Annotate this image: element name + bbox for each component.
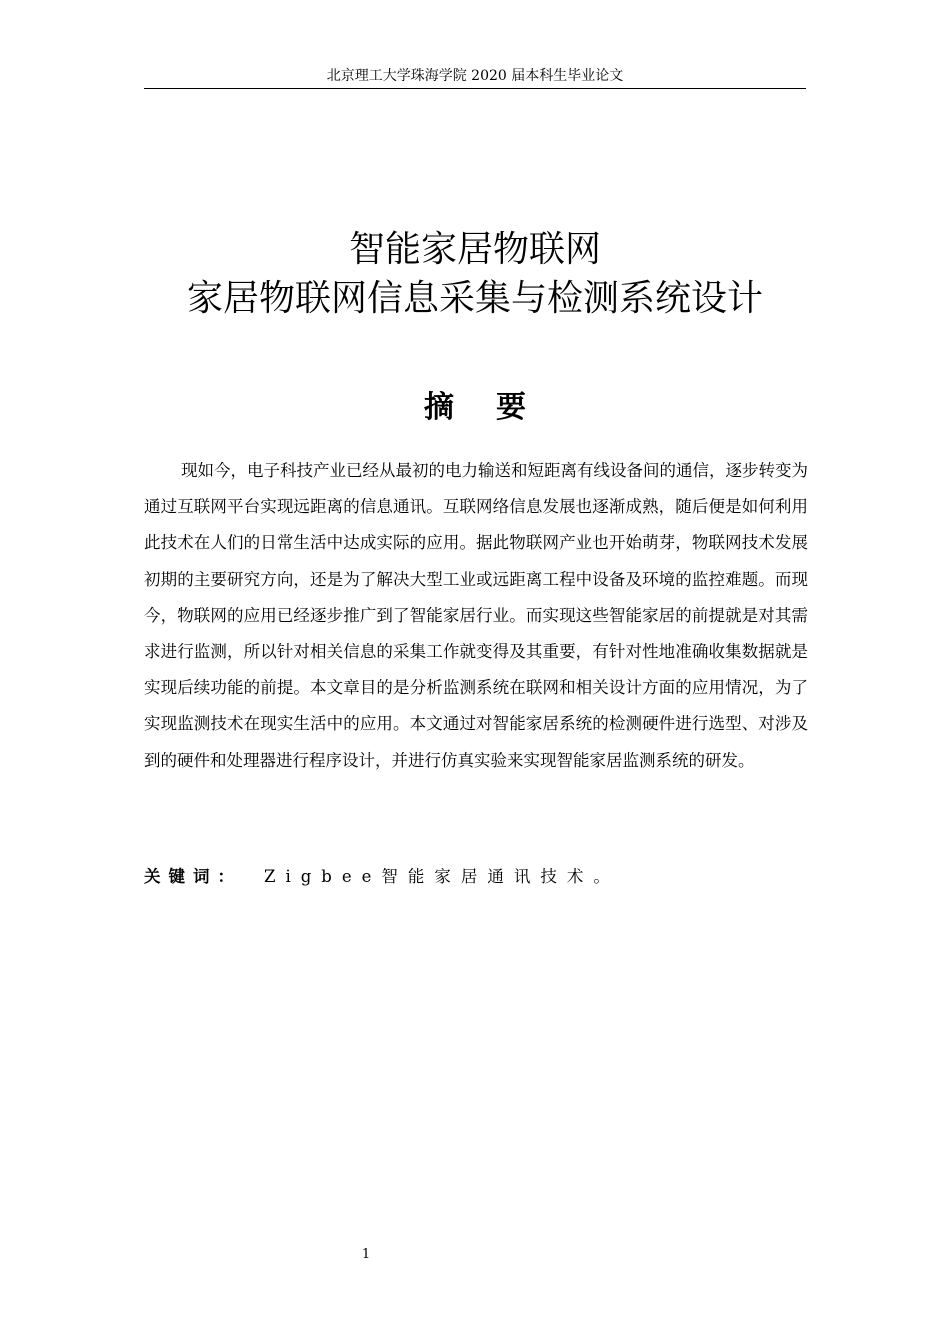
title-line-1: 智能家居物联网 (348, 229, 601, 270)
page-number: 1 (361, 1247, 371, 1262)
thesis-title (144, 226, 806, 324)
running-header: 北京理工大学珠海学院 2020 届本科生毕业论文 (326, 68, 624, 84)
keywords-line (144, 862, 806, 892)
header-rule (144, 88, 806, 89)
abstract-heading: 摘要 (424, 390, 568, 425)
abstract-body: 现如今，电子科技产业已经从最初的电力输送和短距离有线设备间的通信，逐步转变为通过互联网平台实现远距离的信息通讯。互联网络信息发展也逐渐成熟，随后便是如何利用此技术在人们的日常生活中达成实际的应用。据此物联网产业也开始萌芽，物联网技术发展初期的主要研究方向，还是为了解决大型工业或远距离工程中设备及环境的监控难题。而现今，物联网的应用已经逐步推广到了智能家居行业。而实现这些智能家居的前提就是对其需求进行监测，所以针对相关信息的采集工作就变得及其重要，有针对性地准确收集数据就是实现后续功能的前提。本文章目的是分析监测系统在联网和相关设计方面的应用情况，为了实现监测技术在现实生活中的应用。本文通过对智能家居系统的检测硬件进行选型、对涉及到的硬件和处理器进行程序设计，并进行仿真实验来实现智能家居监测系统的研发。 (144, 461, 808, 770)
keywords-value: Zigbee智能家居通讯技术。 (264, 867, 620, 886)
keywords-label: 关键词： (144, 867, 242, 886)
title-line-2: 家居物联网信息采集与检测系统设计 (186, 278, 763, 319)
